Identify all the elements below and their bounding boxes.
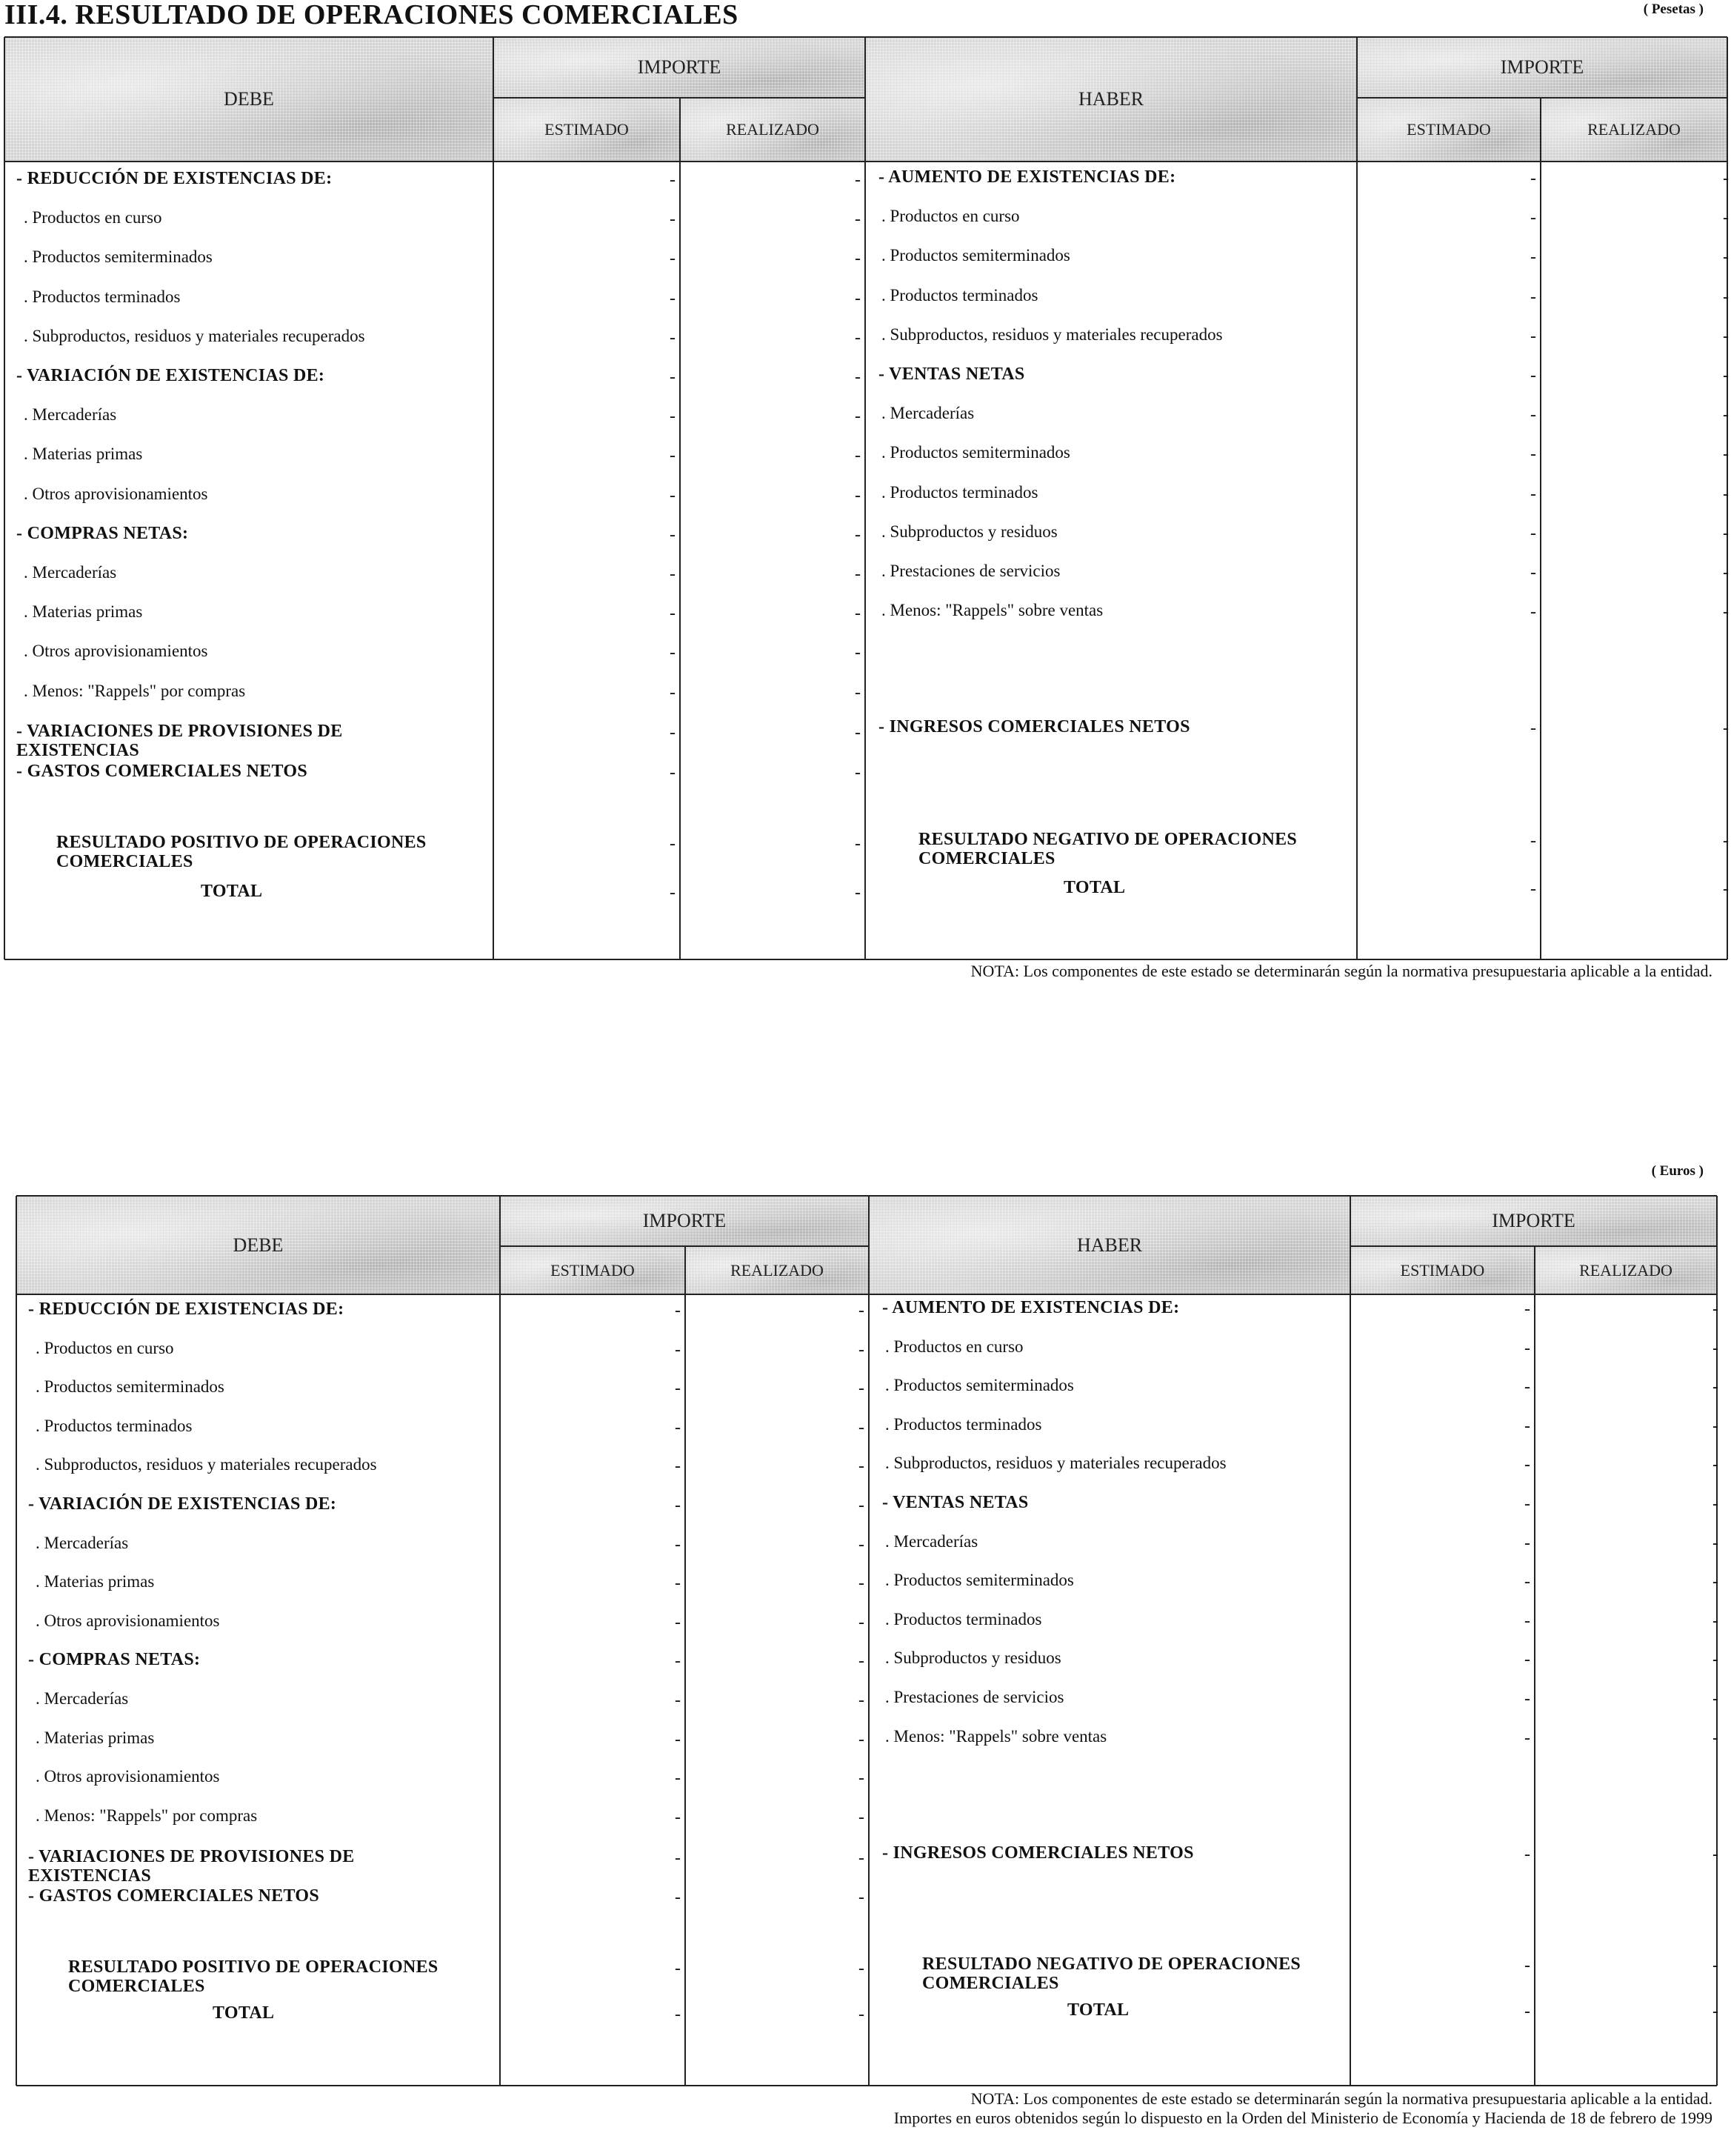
footnote-line: NOTA: Los componentes de este estado se determinarán según la normativa presupuestaria aplicable a la entidad. — [970, 962, 1712, 980]
debe-row-estimado-value: - — [675, 1417, 681, 1437]
haber-row-estimado-value: - — [1530, 247, 1536, 267]
debe-row-estimado-value: - — [675, 1301, 681, 1320]
debe-row-realizado-value: - — [858, 1417, 864, 1437]
table-border — [864, 37, 866, 959]
haber-row-label: - INGRESOS COMERCIALES NETOS — [882, 1843, 1194, 1863]
debe-row-label: . Productos semiterminados — [24, 247, 213, 267]
haber-row-realizado-value: - — [1723, 405, 1729, 425]
total-haber-estimado-value: - — [1524, 2002, 1530, 2021]
footnote-line: Importes en euros obtenidos según lo dispuesto en la Orden del Ministerio de Economía y Hacienda de 18 de febrero de 1999 — [893, 2109, 1712, 2127]
debe-row-label: - COMPRAS NETAS: — [28, 1650, 201, 1670]
debe-row-label: . Mercaderías — [24, 405, 117, 425]
debe-row-estimado-value: - — [670, 525, 676, 545]
haber-row-label: . Productos terminados — [885, 1609, 1042, 1628]
debe-row-label: . Menos: "Rappels" por compras — [24, 681, 246, 700]
total-haber-realizado-value: - — [1723, 879, 1729, 899]
haber-row-realizado-value: - — [1723, 602, 1729, 622]
debe-row-label: . Otros aprovisionamientos — [36, 1611, 220, 1630]
debe-row-label: . Productos terminados — [36, 1416, 193, 1435]
haber-row-realizado-value: - — [1712, 1650, 1718, 1670]
footnote — [971, 962, 1712, 981]
haber-row-estimado-value: - — [1524, 1377, 1530, 1397]
debe-row-realizado-value: - — [858, 1651, 864, 1671]
haber-row-realizado-value: - — [1723, 208, 1729, 228]
table-border — [16, 1195, 1717, 1197]
debe-row-estimado-value: - — [675, 1574, 681, 1594]
debe-row-estimado-value: - — [675, 1849, 681, 1868]
table-border — [4, 161, 1727, 162]
haber-row-label: - VENTAS NETAS — [878, 365, 1025, 384]
debe-row-estimado-value: - — [675, 1457, 681, 1477]
page-title: III.4. RESULTADO DE OPERACIONES COMERCIALES — [4, 0, 738, 30]
result-positivo-label: RESULTADO POSITIVO DE OPERACIONES COMERCIALES — [56, 833, 427, 871]
debe-row-realizado-value: - — [858, 1457, 864, 1477]
debe-row-estimado-value: - — [670, 327, 676, 347]
haber-row-estimado-value: - — [1530, 523, 1536, 543]
estimado-header-debe: ESTIMADO — [493, 98, 680, 162]
footnote-line: NOTA: Los componentes de este estado se determinarán según la normativa presupuestaria aplicable a la entidad. — [970, 2089, 1712, 2108]
debe-row-realizado-value: - — [855, 604, 861, 624]
total-haber-estimado-value: - — [1530, 879, 1536, 899]
debe-row-label: . Mercaderías — [36, 1689, 129, 1708]
haber-row-realizado-value: - — [1712, 1377, 1718, 1397]
debe-row-realizado-value: - — [858, 1849, 864, 1868]
table-border — [684, 1246, 686, 2086]
haber-row-realizado-value: - — [1712, 1572, 1718, 1592]
result-negativo-realizado-value: - — [1723, 831, 1729, 851]
total-debe-realizado-value: - — [858, 2005, 864, 2024]
debe-header: DEBE — [4, 37, 493, 162]
debe-row-estimado-value: - — [675, 1651, 681, 1671]
debe-row-label: - VARIACIÓN DE EXISTENCIAS DE: — [16, 366, 325, 385]
debe-row-realizado-value: - — [855, 446, 861, 466]
table-border — [4, 959, 1727, 960]
estimado-header-debe: ESTIMADO — [500, 1246, 685, 1294]
haber-row-estimado-value: - — [1530, 602, 1536, 622]
debe-row-label: - GASTOS COMERCIALES NETOS — [16, 762, 308, 781]
importe-header-debe: IMPORTE — [493, 37, 865, 98]
result-positivo-realizado-value: - — [858, 1959, 864, 1978]
debe-header: DEBE — [16, 1196, 500, 1294]
debe-row-estimado-value: - — [670, 643, 676, 663]
debe-row-estimado-value: - — [675, 1496, 681, 1515]
importe-header-haber: IMPORTE — [1357, 37, 1727, 98]
table-border — [500, 1245, 869, 1247]
haber-row-estimado-value: - — [1524, 1650, 1530, 1670]
haber-row-label: . Productos terminados — [881, 285, 1038, 305]
table-border — [499, 1196, 501, 2086]
haber-row-label: . Subproductos, residuos y materiales recuperados — [881, 325, 1223, 344]
haber-row-realizado-value: - — [1712, 1689, 1718, 1709]
table-border — [679, 98, 681, 959]
realizado-header-debe: REALIZADO — [680, 98, 865, 162]
haber-row-label: . Productos terminados — [885, 1414, 1042, 1434]
debe-row-realizado-value: - — [855, 249, 861, 269]
debe-row-realizado-value: - — [858, 1340, 864, 1360]
currency-unit-label: ( Pesetas ) — [1643, 1, 1704, 17]
table-border — [4, 36, 1727, 38]
haber-row-realizado-value: - — [1723, 169, 1729, 188]
debe-row-label: . Otros aprovisionamientos — [24, 484, 208, 503]
haber-header: HABER — [865, 37, 1357, 162]
haber-row-label: . Productos semiterminados — [885, 1376, 1074, 1395]
debe-row-realizado-value: - — [858, 1534, 864, 1554]
debe-row-realizado-value: - — [858, 1496, 864, 1515]
debe-row-label: . Productos terminados — [24, 287, 181, 306]
haber-row-realizado-value: - — [1723, 563, 1729, 582]
result-positivo-estimado-value: - — [670, 834, 676, 854]
debe-row-label: - VARIACIONES DE PROVISIONES DE EXISTENCIAS — [28, 1847, 355, 1886]
table-border — [1356, 37, 1358, 959]
haber-row-realizado-value: - — [1723, 326, 1729, 346]
haber-row-label: . Productos en curso — [885, 1337, 1024, 1356]
haber-row-label: . Productos semiterminados — [881, 246, 1070, 265]
haber-row-label: - INGRESOS COMERCIALES NETOS — [878, 717, 1190, 736]
debe-row-label: . Productos en curso — [24, 208, 162, 227]
debe-row-estimado-value: - — [670, 485, 676, 505]
result-negativo-estimado-value: - — [1530, 831, 1536, 851]
total-debe-realizado-value: - — [855, 883, 861, 902]
debe-row-estimado-value: - — [670, 446, 676, 466]
total-haber-label: TOTAL — [1067, 2000, 1130, 2020]
debe-row-estimado-value: - — [670, 170, 676, 190]
realizado-header-debe: REALIZADO — [685, 1246, 869, 1294]
debe-row-estimado-value: - — [675, 1691, 681, 1710]
result-negativo-label: RESULTADO NEGATIVO DE OPERACIONES COMERCIALES — [922, 1954, 1301, 1993]
debe-row-realizado-value: - — [858, 1807, 864, 1827]
haber-row-estimado-value: - — [1530, 405, 1536, 425]
table-border — [1357, 97, 1727, 99]
table-border — [16, 1196, 17, 2086]
debe-row-estimado-value: - — [670, 288, 676, 308]
debe-row-estimado-value: - — [675, 1807, 681, 1827]
footnote — [894, 2089, 1712, 2128]
table-border — [16, 1294, 1717, 1295]
importe-header-debe: IMPORTE — [500, 1196, 869, 1246]
debe-row-label: . Materias primas — [24, 602, 143, 622]
result-negativo-label: RESULTADO NEGATIVO DE OPERACIONES COMERCIALES — [918, 830, 1298, 868]
debe-row-estimado-value: - — [675, 1888, 681, 1907]
haber-row-label: . Subproductos y residuos — [885, 1648, 1061, 1668]
debe-row-label: . Otros aprovisionamientos — [24, 642, 208, 661]
debe-row-realizado-value: - — [855, 170, 861, 190]
debe-row-estimado-value: - — [670, 763, 676, 782]
debe-row-realizado-value: - — [855, 723, 861, 742]
haber-row-estimado-value: - — [1524, 1689, 1530, 1709]
debe-row-label: . Menos: "Rappels" por compras — [36, 1806, 258, 1825]
result-negativo-estimado-value: - — [1524, 1956, 1530, 1975]
haber-row-realizado-value: - — [1723, 719, 1729, 738]
haber-row-estimado-value: - — [1524, 1572, 1530, 1592]
debe-row-label: - COMPRAS NETAS: — [16, 523, 189, 543]
haber-row-estimado-value: - — [1530, 445, 1536, 465]
debe-row-realizado-value: - — [858, 1888, 864, 1907]
debe-row-label: . Mercaderías — [36, 1533, 129, 1552]
debe-row-label: . Materias primas — [24, 445, 143, 464]
haber-row-label: - AUMENTO DE EXISTENCIAS DE: — [878, 167, 1176, 187]
haber-row-label: - AUMENTO DE EXISTENCIAS DE: — [882, 1298, 1180, 1317]
result-negativo-realizado-value: - — [1712, 1956, 1718, 1975]
debe-row-estimado-value: - — [675, 1340, 681, 1360]
haber-header: HABER — [869, 1196, 1350, 1294]
debe-row-label: - VARIACIÓN DE EXISTENCIAS DE: — [28, 1494, 337, 1514]
debe-row-estimado-value: - — [670, 367, 676, 387]
haber-row-realizado-value: - — [1712, 1338, 1718, 1358]
haber-row-estimado-value: - — [1524, 1728, 1530, 1748]
debe-row-realizado-value: - — [858, 1301, 864, 1320]
haber-row-label: . Productos semiterminados — [885, 1571, 1074, 1590]
haber-row-realizado-value: - — [1723, 366, 1729, 385]
haber-row-realizado-value: - — [1712, 1300, 1718, 1319]
table-border — [1534, 1246, 1535, 2086]
table-border — [1350, 1245, 1717, 1247]
haber-row-estimado-value: - — [1530, 326, 1536, 346]
debe-row-realizado-value: - — [855, 210, 861, 230]
debe-row-label: . Mercaderías — [24, 563, 117, 582]
debe-row-estimado-value: - — [670, 249, 676, 269]
haber-row-label: . Productos semiterminados — [881, 443, 1070, 462]
table-border — [1540, 98, 1541, 959]
haber-row-estimado-value: - — [1524, 1455, 1530, 1475]
realizado-header-haber: REALIZADO — [1535, 1246, 1717, 1294]
debe-row-label: . Materias primas — [36, 1572, 155, 1591]
haber-row-estimado-value: - — [1524, 1300, 1530, 1319]
debe-row-label: - REDUCCIÓN DE EXISTENCIAS DE: — [28, 1300, 344, 1319]
haber-row-realizado-value: - — [1723, 287, 1729, 307]
haber-row-estimado-value: - — [1530, 208, 1536, 228]
haber-row-estimado-value: - — [1524, 1338, 1530, 1358]
haber-row-estimado-value: - — [1530, 287, 1536, 307]
haber-row-estimado-value: - — [1524, 1494, 1530, 1514]
haber-row-estimado-value: - — [1524, 1416, 1530, 1436]
result-positivo-estimado-value: - — [675, 1959, 681, 1978]
debe-row-estimado-value: - — [675, 1612, 681, 1632]
haber-row-realizado-value: - — [1723, 523, 1729, 543]
haber-row-realizado-value: - — [1712, 1455, 1718, 1475]
debe-row-estimado-value: - — [670, 565, 676, 584]
haber-row-label: . Menos: "Rappels" sobre ventas — [885, 1726, 1107, 1746]
haber-row-label: - VENTAS NETAS — [882, 1493, 1029, 1512]
currency-unit-label: ( Euros ) — [1651, 1163, 1704, 1179]
table-border — [16, 2085, 1717, 2086]
haber-row-estimado-value: - — [1530, 366, 1536, 385]
haber-row-estimado-value: - — [1530, 563, 1536, 582]
debe-row-estimado-value: - — [675, 1379, 681, 1399]
haber-row-realizado-value: - — [1723, 247, 1729, 267]
haber-row-estimado-value: - — [1524, 1533, 1530, 1553]
table-border — [1350, 1196, 1351, 2086]
result-positivo-label: RESULTADO POSITIVO DE OPERACIONES COMERCIALES — [68, 1957, 438, 1996]
debe-row-label: . Materias primas — [36, 1728, 155, 1747]
debe-row-estimado-value: - — [675, 1729, 681, 1749]
haber-row-realizado-value: - — [1712, 1416, 1718, 1436]
debe-row-realizado-value: - — [858, 1729, 864, 1749]
debe-row-label: . Otros aprovisionamientos — [36, 1767, 220, 1786]
table-border — [868, 1196, 870, 2086]
haber-row-realizado-value: - — [1712, 1728, 1718, 1748]
table-border — [493, 37, 494, 959]
debe-row-estimado-value: - — [670, 604, 676, 624]
total-debe-estimado-value: - — [670, 883, 676, 902]
debe-row-realizado-value: - — [855, 327, 861, 347]
haber-row-label: . Prestaciones de servicios — [885, 1688, 1064, 1706]
haber-row-realizado-value: - — [1723, 445, 1729, 465]
debe-row-label: . Subproductos, residuos y materiales recuperados — [36, 1455, 377, 1474]
total-debe-estimado-value: - — [675, 2005, 681, 2024]
haber-row-estimado-value: - — [1530, 719, 1536, 738]
table-border — [4, 37, 5, 959]
haber-row-realizado-value: - — [1712, 1494, 1718, 1514]
haber-row-label: . Productos en curso — [881, 207, 1020, 226]
haber-row-label: . Subproductos y residuos — [881, 522, 1058, 541]
haber-row-label: . Subproductos, residuos y materiales recuperados — [885, 1454, 1227, 1473]
haber-row-label: . Menos: "Rappels" sobre ventas — [881, 601, 1104, 620]
haber-row-estimado-value: - — [1524, 1611, 1530, 1631]
debe-row-label: . Productos semiterminados — [36, 1377, 224, 1397]
debe-row-estimado-value: - — [675, 1534, 681, 1554]
total-debe-label: TOTAL — [213, 2003, 275, 2023]
estimado-header-haber: ESTIMADO — [1357, 98, 1541, 162]
realizado-header-haber: REALIZADO — [1541, 98, 1727, 162]
debe-row-realizado-value: - — [858, 1379, 864, 1399]
total-haber-label: TOTAL — [1064, 878, 1126, 897]
debe-row-label: . Subproductos, residuos y materiales recuperados — [24, 326, 365, 345]
debe-row-estimado-value: - — [675, 1769, 681, 1789]
table-border — [1716, 1196, 1718, 2086]
haber-row-estimado-value: - — [1524, 1845, 1530, 1864]
debe-row-realizado-value: - — [855, 367, 861, 387]
haber-row-estimado-value: - — [1530, 169, 1536, 188]
haber-row-label: . Productos terminados — [881, 482, 1038, 502]
debe-row-label: . Productos en curso — [36, 1338, 174, 1357]
debe-row-realizado-value: - — [855, 288, 861, 308]
debe-row-label: - VARIACIONES DE PROVISIONES DE EXISTENCIAS — [16, 722, 343, 760]
haber-row-estimado-value: - — [1530, 484, 1536, 504]
haber-row-realizado-value: - — [1712, 1611, 1718, 1631]
importe-header-haber: IMPORTE — [1350, 1196, 1717, 1246]
debe-row-label: - REDUCCIÓN DE EXISTENCIAS DE: — [16, 169, 333, 188]
haber-row-label: . Mercaderías — [881, 404, 975, 423]
total-debe-label: TOTAL — [201, 882, 263, 901]
debe-row-realizado-value: - — [855, 763, 861, 782]
haber-row-label: . Mercaderías — [885, 1531, 978, 1551]
debe-row-realizado-value: - — [858, 1691, 864, 1710]
result-positivo-realizado-value: - — [855, 834, 861, 854]
debe-row-realizado-value: - — [858, 1612, 864, 1632]
debe-row-label: - GASTOS COMERCIALES NETOS — [28, 1886, 320, 1906]
estimado-header-haber: ESTIMADO — [1350, 1246, 1535, 1294]
debe-row-realizado-value: - — [855, 565, 861, 584]
debe-row-realizado-value: - — [855, 643, 861, 663]
table-border — [493, 97, 865, 99]
debe-row-realizado-value: - — [855, 682, 861, 702]
debe-row-realizado-value: - — [855, 485, 861, 505]
debe-row-estimado-value: - — [670, 210, 676, 230]
debe-row-realizado-value: - — [858, 1769, 864, 1789]
debe-row-realizado-value: - — [855, 407, 861, 427]
haber-row-label: . Prestaciones de servicios — [881, 562, 1061, 580]
haber-row-realizado-value: - — [1712, 1533, 1718, 1553]
total-haber-realizado-value: - — [1712, 2002, 1718, 2021]
debe-row-realizado-value: - — [855, 525, 861, 545]
haber-row-realizado-value: - — [1723, 484, 1729, 504]
debe-row-estimado-value: - — [670, 682, 676, 702]
debe-row-estimado-value: - — [670, 723, 676, 742]
debe-row-estimado-value: - — [670, 407, 676, 427]
haber-row-realizado-value: - — [1712, 1845, 1718, 1864]
debe-row-realizado-value: - — [858, 1574, 864, 1594]
